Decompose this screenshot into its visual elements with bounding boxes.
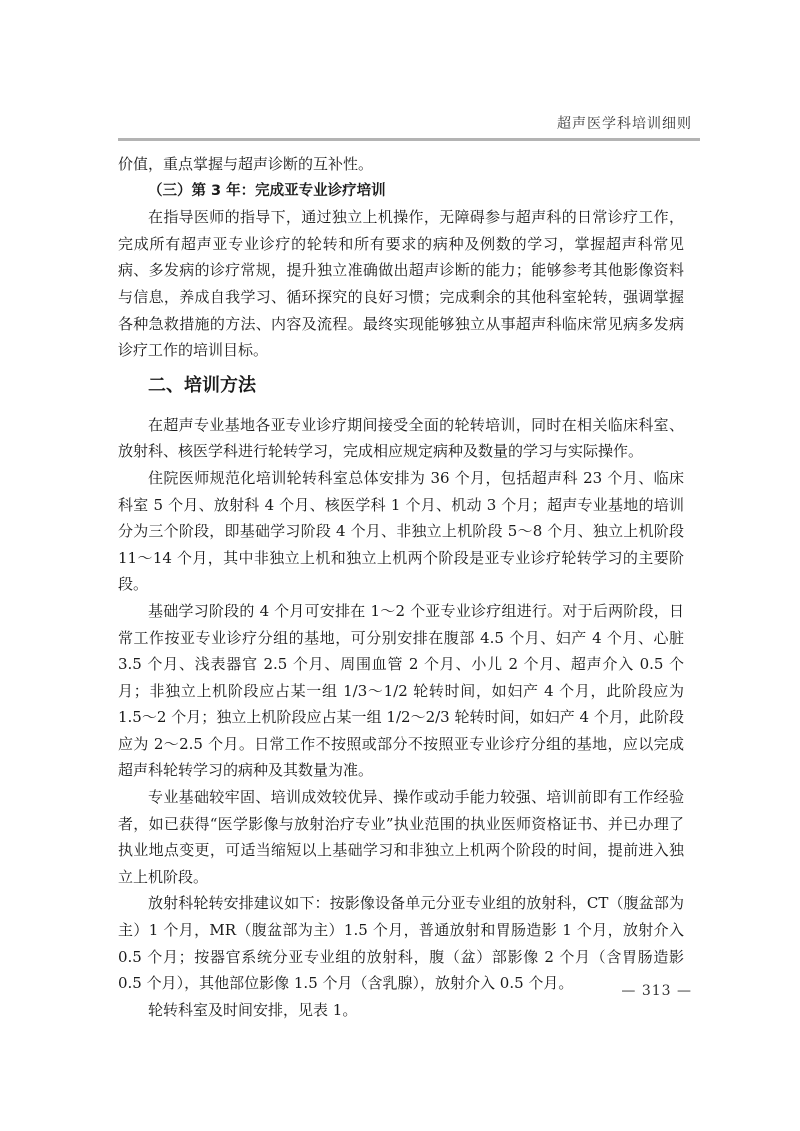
paragraph: 基础学习阶段的 4 个月可安排在 1～2 个亚专业诊疗组进行。对于后两阶段，日常工作按亚专业诊疗分组的基地，可分别安排在腹部 4.5 个月、妇产 4 个月、心脏 3.5 个月、浅表器官 2.5 个月、周围血管 2 个月、小儿 2 个月、超声介入 0.5 个月；非独立上机阶段应占某一组 1/3～1/2 轮转时间，如妇产 4 个月，此阶段应为 1.5～2 个月；独立上机阶段应占某一组 1/2～2/3 轮转时间，如妇产 4 个月，此阶段应为 2～2.5 个月。日常工作不按照或部分不按照亚专业诊疗分组的基地，应以完成超声科轮转学习的病种及其数量为准。: [118, 601, 684, 780]
paragraph: 住院医师规范化培训轮转科室总体安排为 36 个月，包括超声科 23 个月、临床科室 5 个月、放射科 4 个月、核医学科 1 个月、机动 3 个月；超声专业基地的培训分为三个阶段，即基础学习阶段 4 个月、非独立上机阶段 5～8 个月、独立上机阶段 11～14 个月，其中非独立上机和独立上机两个阶段是亚专业诊疗轮转学习的主要阶段。: [118, 468, 684, 594]
page-body: [118, 151, 684, 1023]
paragraph: 轮转科室及时间安排，见表 1。: [148, 1000, 358, 1019]
paragraph: 在超声专业基地各亚专业诊疗期间接受全面的轮转培训，同时在相关临床科室、放射科、核医学科进行轮转学习，完成相应规定病种及数量的学习与实际操作。: [118, 415, 684, 461]
paragraph: 在指导医师的指导下，通过独立上机操作，无障碍参与超声科的日常诊疗工作，完成所有超声亚专业诊疗的轮转和所有要求的病种及例数的学习，掌握超声科常见病、多发病的诊疗常规，提升独立准确做出超声诊断的能力；能够参考其他影像资料与信息，养成自我学习、循环探究的良好习惯；完成剩余的其他科室轮转，强调掌握各种急救措施的方法、内容及流程。最终实现能够独立从事超声科临床常见病多发病诊疗工作的培训目标。: [118, 208, 684, 360]
paragraph: 放射科轮转安排建议如下：按影像设备单元分亚专业组的放射科，CT（腹盆部为主）1 个月，MR（腹盆部为主）1.5 个月，普通放射和胃肠造影 1 个月，放射介入 0.5 个月；按器官系统分亚专业组的放射科，腹（盆）部影像 2 个月（含胃肠造影 0.5 个月），其他部位影像 1.5 个月（含乳腺），放射介入 0.5 个月。: [118, 894, 684, 993]
paragraph: 价值，重点掌握与超声诊断的互补性。: [118, 155, 374, 173]
section-title: 二、培训方法: [148, 374, 256, 396]
header-rule: [118, 138, 700, 141]
page-number: — 313 —: [621, 983, 692, 999]
paragraph: 专业基础较牢固、培训成效较优异、操作或动手能力较强、培训前即有工作经验者，如已获得“医学影像与放射治疗专业”执业范围的执业医师资格证书、并已办理了执业地点变更，可适当缩短以上基础学习和非独立上机两个阶段的时间，提前进入独立上机阶段。: [118, 788, 684, 886]
subsection-heading: （三）第 3 年：完成亚专业诊疗培训: [148, 182, 386, 199]
running-title: 超声医学科培训细则: [557, 116, 692, 132]
